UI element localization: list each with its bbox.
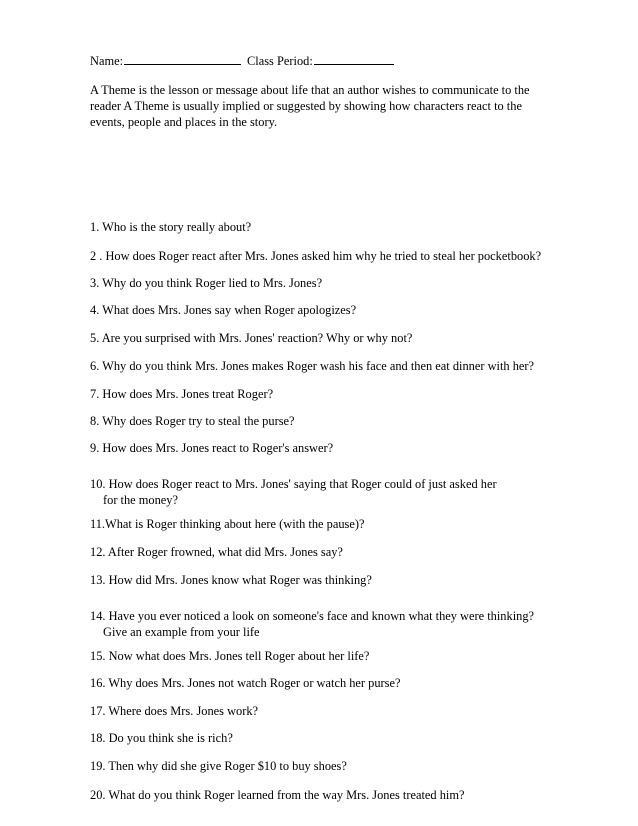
question-text: 15. Now what does Mrs. Jones tell Roger about her life?	[90, 649, 370, 663]
question-item	[90, 675, 401, 691]
question-text: 3. Why do you think Roger lied to Mrs. Jones?	[90, 276, 323, 290]
name-label: Name:	[90, 54, 124, 68]
question-item	[90, 302, 356, 318]
question-text: 17. Where does Mrs. Jones work?	[90, 704, 259, 718]
question-item	[90, 275, 322, 291]
question-text: 10. How does Roger react to Mrs. Jones' saying that Roger could of just asked her	[90, 477, 497, 491]
question-text: 1. Who is the story really about?	[90, 220, 252, 234]
question-item	[90, 544, 343, 560]
question-item	[90, 787, 465, 803]
question-text: 19. Then why did she give Roger $10 to buy shoes?	[90, 759, 347, 773]
question-text: 6. Why do you think Mrs. Jones makes Roger wash his face and then eat dinner with her?	[90, 359, 535, 373]
question-continuation: for the money?	[103, 493, 179, 507]
theme-definition-paragraph	[90, 82, 550, 130]
class-period-blank-line	[314, 52, 394, 65]
question-text: 4. What does Mrs. Jones say when Roger apologizes?	[90, 303, 357, 317]
class-period-label: Class Period:	[247, 54, 313, 68]
question-item	[90, 248, 541, 264]
question-item	[90, 648, 369, 664]
question-item	[90, 572, 372, 588]
question-text: 8. Why does Roger try to steal the purse?	[90, 414, 295, 428]
question-text: 16. Why does Mrs. Jones not watch Roger or watch her purse?	[90, 676, 401, 690]
question-item	[90, 703, 258, 719]
intro-line: events, people and places in the story.	[90, 115, 278, 129]
question-text: 20. What do you think Roger learned from the way Mrs. Jones treated him?	[90, 788, 465, 802]
question-text: 14. Have you ever noticed a look on someone's face and known what they were thinking?	[90, 609, 535, 623]
question-item	[90, 730, 233, 746]
question-item	[90, 476, 497, 508]
question-item	[90, 413, 295, 429]
question-text: 2 . How does Roger react after Mrs. Jones asked him why he tried to steal her pocketbook?	[90, 249, 542, 263]
worksheet-page	[90, 52, 590, 802]
question-text: 12. After Roger frowned, what did Mrs. Jones say?	[90, 545, 343, 559]
question-continuation: Give an example from your life	[103, 625, 260, 639]
question-text: 13. How did Mrs. Jones know what Roger was thinking?	[90, 573, 372, 587]
worksheet-header	[90, 52, 590, 68]
question-item	[90, 440, 333, 456]
question-text: 9. How does Mrs. Jones react to Roger's answer?	[90, 441, 334, 455]
intro-line: reader A Theme is usually implied or suggested by showing how characters react to the	[90, 99, 522, 113]
question-item	[90, 758, 347, 774]
question-item	[90, 330, 412, 346]
name-blank-line	[124, 52, 241, 65]
question-item	[90, 358, 534, 374]
question-text: 5. Are you surprised with Mrs. Jones' reaction? Why or why not?	[90, 331, 413, 345]
question-item	[90, 386, 273, 402]
question-item	[90, 516, 364, 532]
question-text: 11.What is Roger thinking about here (with the pause)?	[90, 517, 365, 531]
question-item	[90, 608, 534, 640]
question-item	[90, 219, 251, 235]
question-text: 7. How does Mrs. Jones treat Roger?	[90, 387, 274, 401]
intro-line: A Theme is the lesson or message about life that an author wishes to communicate to the	[90, 83, 530, 97]
question-text: 18. Do you think she is rich?	[90, 731, 233, 745]
